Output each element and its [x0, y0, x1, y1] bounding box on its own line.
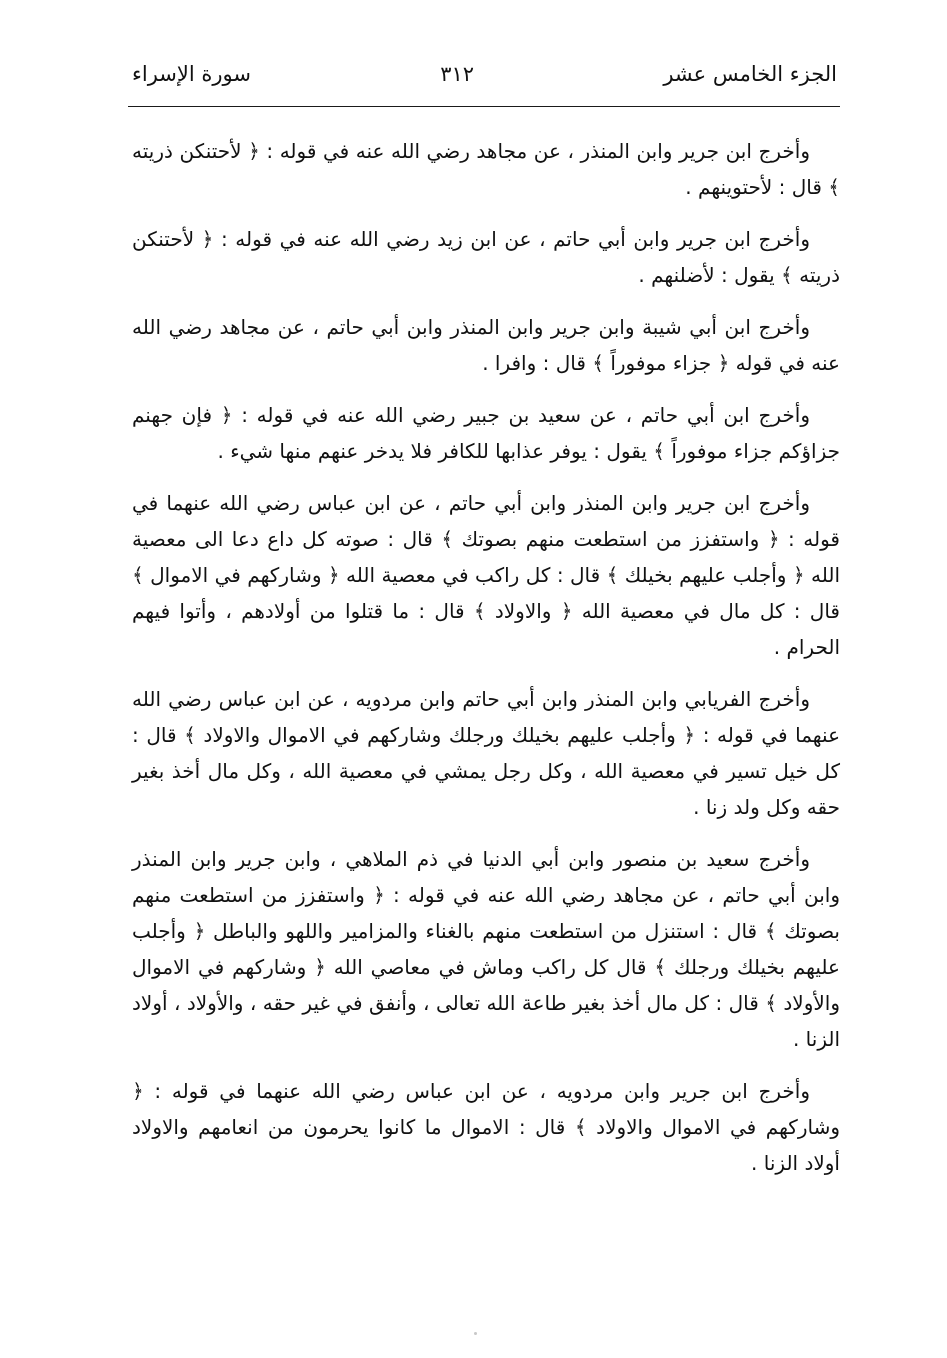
paragraph: وأخرج الفريابي وابن المنذر وابن أبي حاتم وابن مردويه ، عن ابن عباس رضي الله عنهما في قوله : ﴿ وأجلب عليهم بخيلك ورجلك وشاركهم في الاموال والاولاد ﴾ قال : كل خيل تسير في معصية الله ، وكل رجل يمشي في معصية الله ، وكل مال أخذ بغير حقه وكل ولد زنا . — [132, 687, 840, 819]
paragraph: وأخرج ابن أبي حاتم ، عن سعيد بن جبير رضي الله عنه في قوله : ﴿ فإن جهنم جزاؤكم جزاء موفوراً ﴾ يقول : يوفر عذابها للكافر فلا يدخر عنهم منها شيء . — [132, 403, 840, 463]
header-divider — [128, 106, 840, 107]
running-header — [132, 52, 837, 96]
scan-speck — [474, 1332, 477, 1335]
paragraph: وأخرج ابن جرير وابن المنذر ، عن مجاهد رضي الله عنه في قوله : ﴿ لأحتنكن ذريته ﴾ قال : لأحتوينهم . — [132, 139, 840, 199]
paragraph: وأخرج ابن جرير وابن مردويه ، عن ابن عباس رضي الله عنهما في قوله : ﴿ وشاركهم في الاموال والاولاد ﴾ قال : الاموال ما كانوا يحرمون من انعامهم والاولاد أولاد الزنا . — [132, 1079, 840, 1175]
paragraph: وأخرج ابن جرير وابن أبي حاتم ، عن ابن زيد رضي الله عنه في قوله : ﴿ لأحتنكن ذريته ﴾ يقول : لأضلنهم . — [132, 227, 840, 287]
header-surah-label: سورة الإسراء — [132, 62, 251, 86]
page-number: ٣١٢ — [440, 62, 475, 86]
paragraph: وأخرج ابن جرير وابن المنذر وابن أبي حاتم ، عن ابن عباس رضي الله عنهما في قوله : ﴿ واستفزز من استطعت منهم بصوتك ﴾ قال : صوته كل داع دعا الى معصية الله ﴿ وأجلب عليهم بخيلك ﴾ قال : كل راكب في معصية الله ﴿ وشاركهم في الاموال ﴾ قال : كل مال في معصية الله ﴿ والاولاد ﴾ قال : ما قتلوا من أولادهم ، وأتوا فيهم الحرام . — [132, 491, 840, 659]
header-juz-label: الجزء الخامس عشر — [663, 62, 837, 86]
page-body — [132, 133, 840, 1197]
paragraph: وأخرج سعيد بن منصور وابن أبي الدنيا في ذم الملاهي ، وابن جرير وابن المنذر وابن أبي حاتم ، عن مجاهد رضي الله عنه في قوله : ﴿ واستفزز من استطعت منهم بصوتك ﴾ قال : استنزل من استطعت منهم بالغناء والمزامير واللهو والباطل ﴿ وأجلب عليهم بخيلك ورجلك ﴾ قال كل راكب وماش في معاصي الله ﴿ وشاركهم في الاموال والأولاد ﴾ قال : كل مال أخذ بغير طاعة الله تعالى ، وأنفق في غير حقه ، والأولاد ، أولاد الزنا . — [132, 847, 840, 1051]
paragraph: وأخرج ابن أبي شيبة وابن جرير وابن المنذر وابن أبي حاتم ، عن مجاهد رضي الله عنه في قوله ﴿ جزاء موفوراً ﴾ قال : وافرا . — [132, 315, 840, 375]
